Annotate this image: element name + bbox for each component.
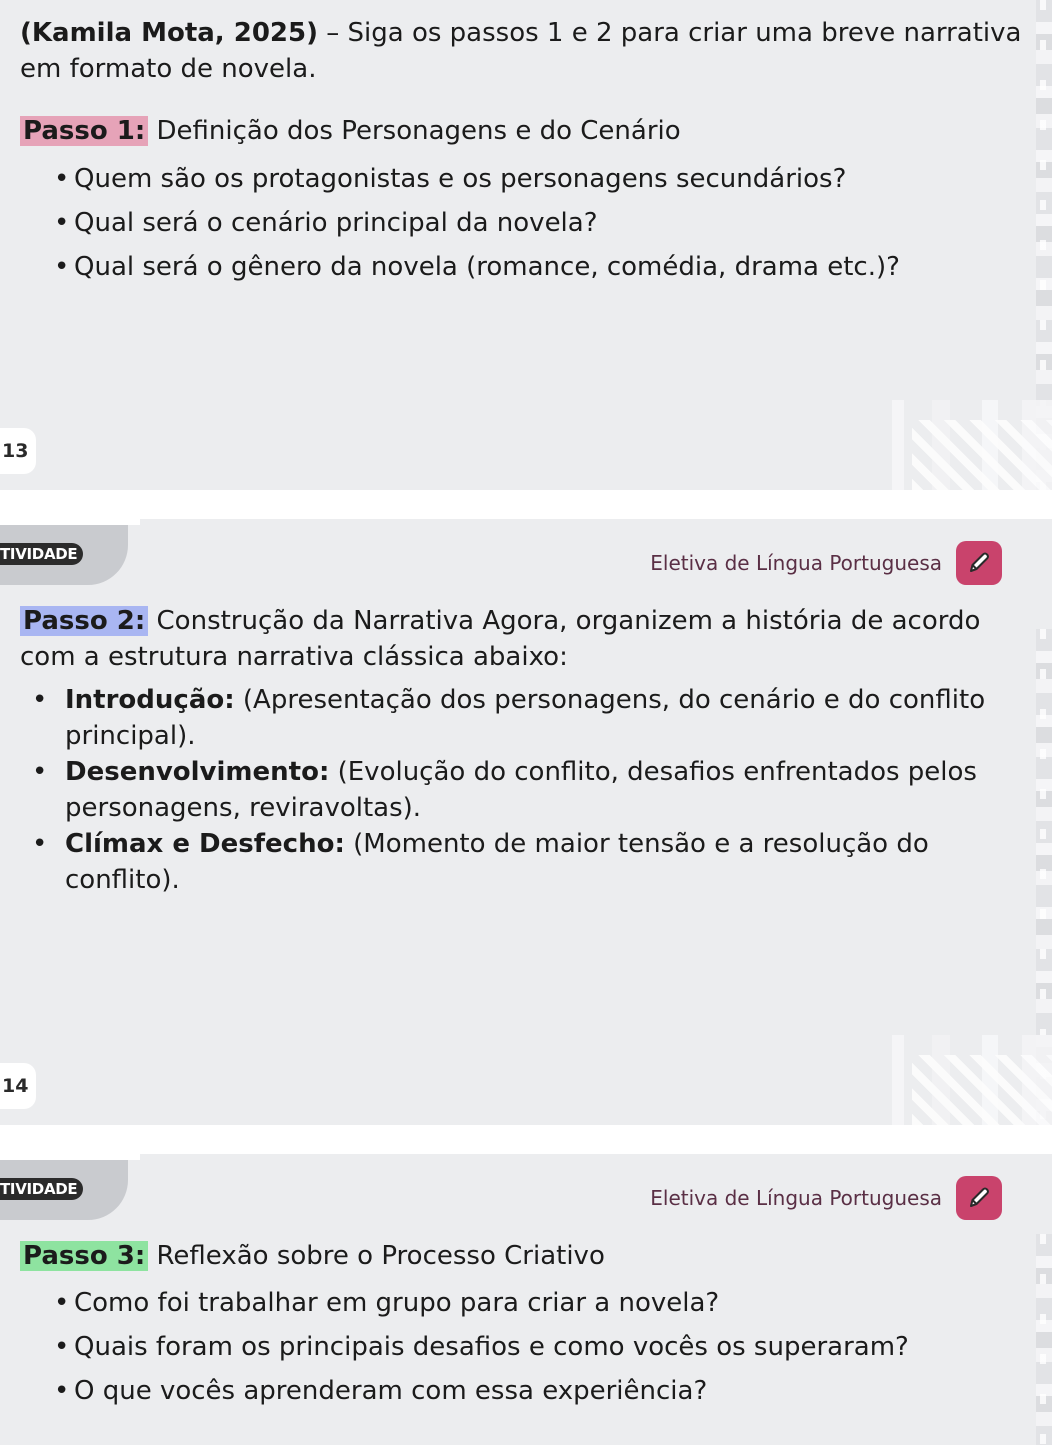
step-1-title: Definição dos Personagens e do Cenário: [148, 116, 681, 146]
atividade-label: TIVIDADE: [0, 543, 83, 565]
pixel-corner-decoration: [872, 400, 1052, 490]
item-bold: Clímax e Desfecho:: [65, 829, 345, 859]
item-bold: Desenvolvimento:: [65, 757, 330, 787]
list-item: [20, 754, 1022, 826]
list-item: • Qual será o cenário principal da novela?: [20, 201, 1022, 245]
intro-text: – Siga os passos 1 e 2 para criar uma breve narrativa em formato de novela.: [20, 18, 1022, 84]
page-14: [0, 519, 1052, 1125]
course-title: Eletiva de Língua Portuguesa: [650, 551, 942, 575]
item-text: (Momento de maior tensão e a resolução do conflito).: [65, 829, 929, 895]
pixel-pattern-decoration: [1036, 1234, 1052, 1445]
intro-citation: (Kamila Mota, 2025): [20, 18, 318, 48]
course-title: Eletiva de Língua Portuguesa: [650, 1186, 942, 1210]
list-item: • Como foi trabalhar em grupo para criar a novela?: [20, 1281, 1022, 1325]
step-2-title: Construção da Narrativa Agora, organizem a história de acordo com a estrutura narrativa clássica abaixo:: [20, 606, 981, 672]
list-item: [20, 682, 1022, 754]
intro-paragraph: [20, 15, 1022, 87]
step-3-title: Reflexão sobre o Processo Criativo: [148, 1241, 605, 1271]
step-1-list: [20, 157, 1022, 289]
page-13: [0, 0, 1052, 490]
step-2-list: [20, 682, 1022, 898]
list-item: • Qual será o gênero da novela (romance, comédia, drama etc.)?: [20, 245, 1022, 289]
step-1-heading: [20, 113, 1022, 149]
item-bold: Introdução:: [65, 685, 235, 715]
page-number: 13: [0, 428, 36, 474]
page-15: [0, 1154, 1052, 1445]
pencil-button[interactable]: [956, 1176, 1002, 1220]
list-item: • Quais foram os principais desafios e como vocês os superaram?: [20, 1325, 1022, 1369]
step-1-label: Passo 1:: [20, 116, 148, 146]
list-item: • Quem são os protagonistas e os personagens secundários?: [20, 157, 1022, 201]
list-item: • O que vocês aprenderam com essa experiência?: [20, 1369, 1022, 1413]
atividade-label: TIVIDADE: [0, 1178, 83, 1200]
pixel-corner-decoration: [872, 1035, 1052, 1125]
page-number: 14: [0, 1063, 36, 1109]
step-2-heading: [20, 603, 1022, 675]
pencil-button[interactable]: [956, 541, 1002, 585]
step-3-label: Passo 3:: [20, 1241, 148, 1271]
list-item: [20, 826, 1022, 898]
item-text: (Apresentação dos personagens, do cenário e do conflito principal).: [65, 685, 986, 751]
step-3-list: [20, 1281, 1022, 1413]
pencil-icon: [965, 1184, 993, 1212]
item-text: (Evolução do conflito, desafios enfrentados pelos personagens, reviravoltas).: [65, 757, 977, 823]
step-3-heading: [20, 1238, 1022, 1274]
pencil-icon: [965, 549, 993, 577]
step-2-label: Passo 2:: [20, 606, 148, 636]
